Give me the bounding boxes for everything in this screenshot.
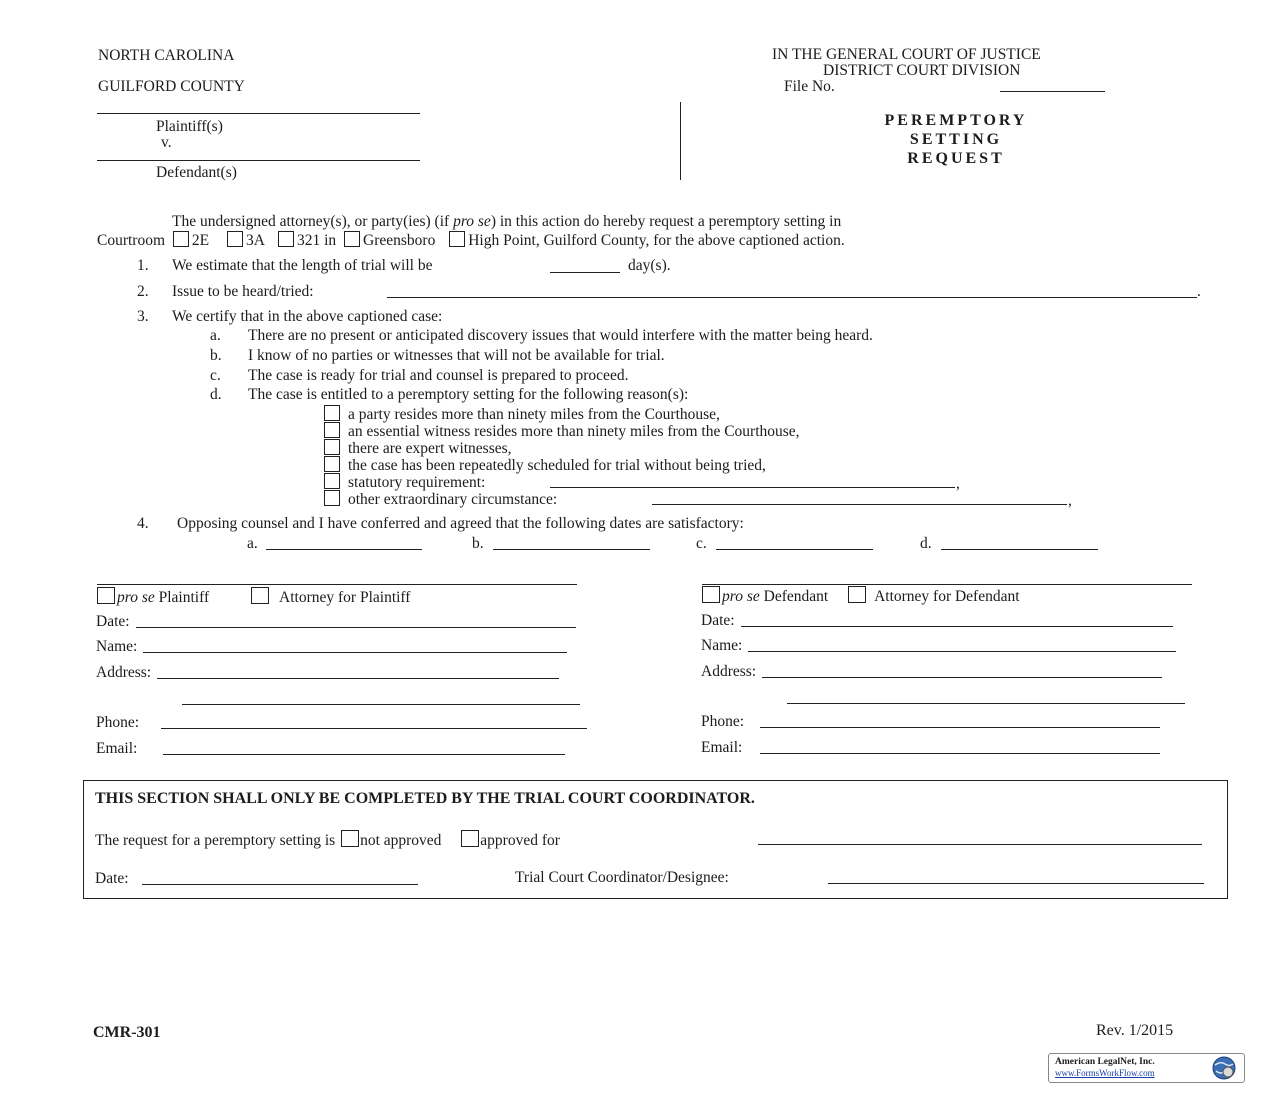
plaintiff-date-row: Date:	[96, 613, 576, 631]
reason-expert-witnesses: there are expert witnesses,	[324, 439, 512, 458]
statutory-field[interactable]	[550, 487, 955, 488]
reason-party-distance: a party resides more than ninety miles from the Courthouse,	[324, 405, 720, 424]
defendant-phone-row: Phone:	[701, 713, 1160, 731]
plaintiff-pro-se-checkbox[interactable]	[97, 587, 115, 604]
item-2-period: .	[1197, 283, 1201, 300]
intro-line1: The undersigned attorney(s), or party(ies) (if pro se) in this action do hereby request a peremptory setting in	[172, 213, 842, 230]
court-name: IN THE GENERAL COURT OF JUSTICE	[772, 46, 1041, 63]
reason-witness-distance-checkbox[interactable]	[324, 422, 340, 438]
date-d-letter: d.	[920, 535, 932, 552]
county-name: GUILFORD COUNTY	[98, 78, 245, 95]
not-approved-checkbox[interactable]	[341, 830, 359, 847]
defendant-party-type: pro se Defendant Attorney for Defendant	[702, 586, 1020, 606]
coordinator-date-label: Date:	[95, 870, 129, 887]
file-no-label: File No.	[784, 78, 835, 95]
trial-length-field[interactable]	[550, 272, 620, 273]
statutory-comma: ,	[956, 475, 960, 492]
courtroom-2e-checkbox[interactable]	[173, 231, 189, 247]
publisher-url[interactable]: www.FormsWorkFlow.com	[1055, 1068, 1155, 1078]
defendant-field[interactable]	[97, 160, 420, 161]
plaintiff-label: Plaintiff(s)	[156, 118, 223, 135]
issue-field[interactable]	[387, 297, 1197, 298]
caption-divider	[680, 102, 681, 180]
item-1-number: 1.	[137, 257, 149, 274]
approved-for-field[interactable]	[758, 844, 1202, 845]
plaintiff-date-field[interactable]	[136, 627, 576, 628]
plaintiff-name-row: Name:	[96, 638, 567, 656]
item-2-text: Issue to be heard/tried:	[172, 283, 314, 300]
state-name: NORTH CAROLINA	[98, 47, 235, 64]
plaintiff-field[interactable]	[97, 113, 420, 114]
reason-witness-distance: an essential witness resides more than ninety miles from the Courthouse,	[324, 422, 800, 441]
publisher-name: American LegalNet, Inc.	[1055, 1057, 1155, 1067]
defendant-label: Defendant(s)	[156, 164, 237, 181]
date-b-field[interactable]	[493, 549, 650, 550]
plaintiff-phone-row: Phone:	[96, 714, 587, 732]
plaintiff-address-field[interactable]	[157, 678, 559, 679]
reason-extraordinary-checkbox[interactable]	[324, 490, 340, 506]
court-division: DISTRICT COURT DIVISION	[823, 62, 1021, 79]
plaintiff-party-type: pro se Plaintiff Attorney for Plaintiff	[97, 587, 410, 607]
date-a-letter: a.	[247, 535, 258, 552]
date-c-letter: c.	[696, 535, 707, 552]
defendant-phone-field[interactable]	[760, 727, 1160, 728]
sub-c-letter: c.	[210, 367, 221, 384]
reason-repeatedly-scheduled-checkbox[interactable]	[324, 456, 340, 472]
extraordinary-field[interactable]	[652, 504, 1067, 505]
courtroom-label: Courtroom	[97, 232, 166, 249]
defendant-name-field[interactable]	[748, 651, 1176, 652]
globe-icon	[1209, 1055, 1239, 1081]
courtroom-321-checkbox[interactable]	[278, 231, 294, 247]
item-1-text: We estimate that the length of trial will be	[172, 257, 433, 274]
approved-checkbox[interactable]	[461, 830, 479, 847]
coordinator-date-field[interactable]	[142, 884, 418, 885]
sub-b-letter: b.	[210, 347, 222, 364]
sub-a-letter: a.	[210, 327, 221, 344]
plaintiff-email-row: Email:	[96, 740, 565, 758]
reason-expert-witnesses-checkbox[interactable]	[324, 439, 340, 455]
defendant-date-field[interactable]	[741, 626, 1173, 627]
plaintiff-address-row: Address:	[96, 664, 559, 682]
coordinator-signature-label: Trial Court Coordinator/Designee:	[515, 869, 729, 886]
plaintiff-attorney-checkbox[interactable]	[251, 587, 269, 604]
publisher-logo	[1048, 1053, 1245, 1083]
defendant-date-row: Date:	[701, 612, 1173, 630]
date-b-letter: b.	[472, 535, 484, 552]
form-title-line2: SETTING	[909, 131, 1003, 148]
plaintiff-phone-field[interactable]	[161, 728, 587, 729]
defendant-signature-line[interactable]	[702, 584, 1192, 585]
courtroom-3a-checkbox[interactable]	[227, 231, 243, 247]
form-id: CMR-301	[93, 1024, 161, 1041]
reason-statutory-checkbox[interactable]	[324, 473, 340, 489]
coordinator-heading: THIS SECTION SHALL ONLY BE COMPLETED BY THE TRIAL COURT COORDINATOR.	[95, 790, 755, 807]
plaintiff-email-field[interactable]	[163, 754, 565, 755]
defendant-email-field[interactable]	[760, 753, 1160, 754]
date-a-field[interactable]	[266, 549, 422, 550]
sub-c-text: The case is ready for trial and counsel is prepared to proceed.	[248, 367, 629, 384]
plaintiff-address-line2[interactable]	[182, 704, 580, 705]
form-title-line1: PEREMPTORY	[884, 112, 1028, 129]
defendant-address-field[interactable]	[762, 677, 1162, 678]
reason-statutory: statutory requirement:	[324, 473, 485, 492]
plaintiff-name-field[interactable]	[143, 652, 567, 653]
defendant-name-row: Name:	[701, 637, 1176, 655]
reason-repeatedly-scheduled: the case has been repeatedly scheduled for trial without being tried,	[324, 456, 766, 475]
defendant-address-row: Address:	[701, 663, 1162, 681]
item-3-number: 3.	[137, 308, 149, 325]
defendant-attorney-checkbox[interactable]	[848, 586, 866, 603]
sub-d-text: The case is entitled to a peremptory setting for the following reason(s):	[248, 386, 689, 403]
defendant-address-line2[interactable]	[787, 703, 1185, 704]
item-4-text: Opposing counsel and I have conferred and agreed that the following dates are satisfactory:	[177, 515, 744, 532]
item-3-text: We certify that in the above captioned case:	[172, 308, 443, 325]
date-c-field[interactable]	[716, 549, 873, 550]
sub-a-text: There are no present or anticipated discovery issues that would interfere with the matter being heard.	[248, 327, 873, 344]
plaintiff-signature-line[interactable]	[97, 584, 577, 585]
greensboro-checkbox[interactable]	[344, 231, 360, 247]
courtroom-line: Courtroom 2E 3A 321 in Greensboro High Point, Guilford County, for the above captioned action.	[97, 232, 845, 249]
reason-party-distance-checkbox[interactable]	[324, 405, 340, 421]
extraordinary-comma: ,	[1068, 492, 1072, 509]
item-1-days: day(s).	[628, 257, 671, 274]
item-4-number: 4.	[137, 515, 149, 532]
defendant-email-row: Email:	[701, 739, 1160, 757]
date-d-field[interactable]	[941, 549, 1098, 550]
revision-date: Rev. 1/2015	[1096, 1022, 1174, 1039]
coordinator-request-row: The request for a peremptory setting is not approved approved for	[95, 832, 560, 849]
file-no-field[interactable]	[1000, 91, 1105, 92]
coordinator-signature-field[interactable]	[828, 883, 1204, 884]
sub-d-letter: d.	[210, 386, 222, 403]
defendant-pro-se-checkbox[interactable]	[702, 586, 720, 603]
versus-label: v.	[161, 134, 172, 151]
item-2-number: 2.	[137, 283, 149, 300]
form-title-line3: REQUEST	[907, 150, 1005, 167]
sub-b-text: I know of no parties or witnesses that will not be available for trial.	[248, 347, 665, 364]
high-point-checkbox[interactable]	[449, 231, 465, 247]
reason-extraordinary: other extraordinary circumstance:	[324, 490, 557, 509]
